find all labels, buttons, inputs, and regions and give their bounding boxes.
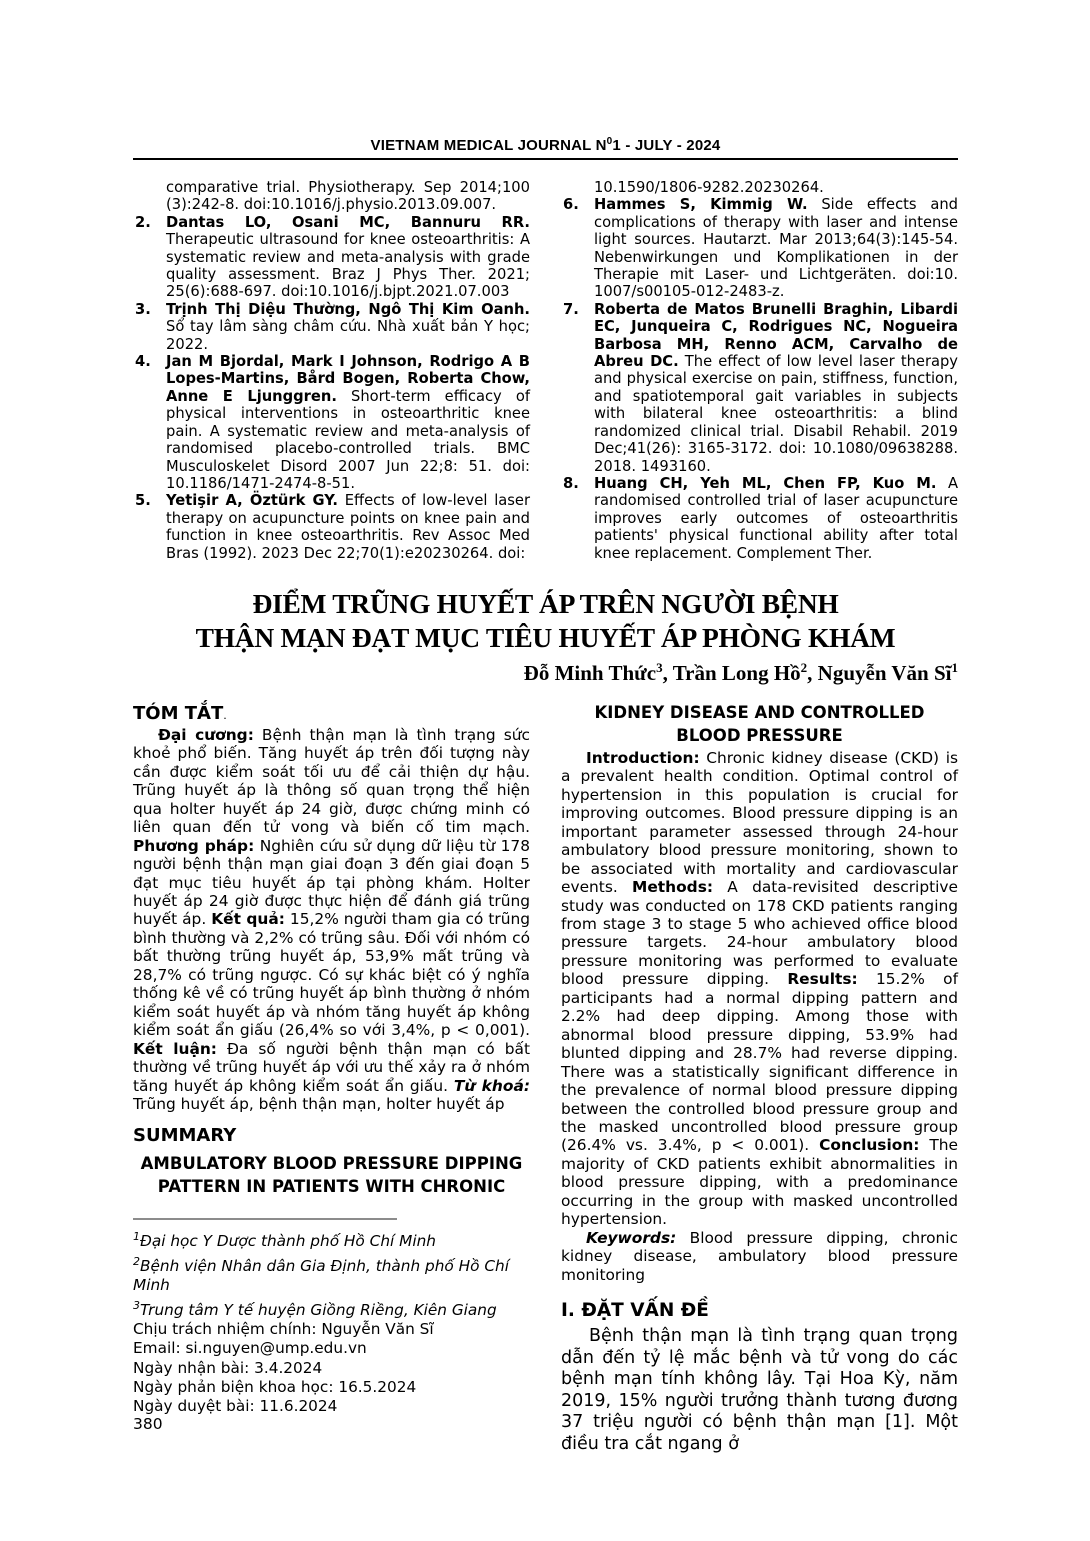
body-left-column (133, 701, 530, 1456)
abstract-vi-label-phuong-phap: Phương pháp: (133, 836, 255, 855)
summary-text: 15.2% of participants had a normal dipping pattern and 2.2% had deep dipping. Among those with abnormal blood pressure dipping, 53.9% had blunted dipping and 28.7% had reverse dipping. There was a statistically significant difference in the prevalence of normal blood pressure dipping between the controlled blood pressure group and the masked uncontrolled blood pressure group (26.4% vs. 3.4%, p < 0.001). (561, 970, 959, 1155)
summary-title-left (133, 1152, 530, 1198)
summary-heading: SUMMARY (133, 1125, 237, 1147)
reference-number: 6. (563, 196, 579, 214)
affiliation-2 (133, 1252, 530, 1296)
article-title (133, 587, 958, 655)
reference-authors: Dantas LO, Osani MC, Bannuru RR. (166, 213, 530, 231)
reference-item-1-continuation (133, 179, 530, 214)
reference-text: The effect of low level laser therapy and physical exercise on pain, stiffness, function, and spatiotemporal gait variables in subjects with bilateral knee osteoarthritis: a blind randomized clinical trial. Disabil Rehabil. 2019 Dec;41(26): 3165-3172. doi: 10.1080/09638288. 2018. 1493160. (594, 353, 958, 475)
references-section (133, 179, 958, 562)
reference-item-4 (133, 353, 530, 492)
summary-title-line-3: KIDNEY DISEASE AND CONTROLLED (594, 702, 925, 722)
article-title-line-1: ĐIỂM TRŨNG HUYẾT ÁP TRÊN NGƯỜI BỆNH (252, 587, 839, 619)
introduction-heading: I. ĐẶT VẤN ĐỀ (561, 1300, 709, 1322)
affiliation-marker: 3 (133, 1298, 140, 1312)
summary-label-results: Results: (787, 970, 858, 989)
reference-item-5-continuation (561, 179, 958, 196)
author-name: Trần Long Hồ (672, 660, 801, 685)
reference-number: 2. (135, 213, 151, 231)
affiliation-3 (133, 1296, 530, 1320)
summary-label-conclusion: Conclusion: (819, 1136, 920, 1155)
article-body (133, 701, 958, 1456)
abstract-vi-text: Bệnh thận mạn là tình trạng sức khoẻ phổ biến. Tăng huyết áp trên đối tượng này cần được kiểm soát tối ưu để cải thiện dự hậu. Trũng huyết áp là thông số quan trọng thể hiện qua holter huyết áp 24 giờ, được chứng minh có liên quan đến tử vong và biến cố tim mạch. (133, 725, 530, 837)
affiliation-1 (133, 1227, 530, 1251)
abstract-vi-label-dai-cuong: Đại cương: (158, 725, 254, 744)
reference-authors: Trịnh Thị Diệu Thường, Ngô Thị Kim Oanh. (166, 300, 530, 318)
journal-issue-text: 1 - JULY - 2024 (612, 137, 721, 154)
journal-title-text: VIETNAM MEDICAL JOURNAL N (370, 137, 607, 154)
journal-running-head (133, 136, 958, 154)
abstract-vi-heading-dot: . (223, 708, 227, 722)
abstract-vi-keywords-text: Trũng huyết áp, bệnh thận mạn, holter huyết áp (133, 1095, 505, 1113)
references-left-column (133, 179, 530, 562)
summary-text: The majority of CKD patients exhibit abnormalities in blood pressure dipping, with a predominance occurring in the group with masked uncontrolled hypertension. (561, 1136, 958, 1229)
reference-authors: Roberta de Matos Brunelli Braghin, Libardi EC, Junqueira C, Rodrigues NC, Nogueira Barbosa MH, Renno ACM, Carvalho de Abreu DC. (594, 300, 958, 371)
reference-number: 7. (563, 300, 579, 318)
abstract-vi-heading-text: TÓM TẮT (133, 702, 224, 724)
reference-item-6 (561, 196, 958, 300)
reference-number: 5. (135, 492, 151, 510)
reference-text: Sổ tay lâm sàng châm cứu. Nhà xuất bản Y học; 2022. (166, 318, 530, 353)
reference-text: Effects of low-level laser therapy on acupuncture points on knee pain and function in knee osteoarthritis. Rev Assoc Med Bras (1992). 2023 Dec 22;70(1):e20230264. doi: (166, 492, 530, 562)
article-title-line-2: THẬN MẠN ĐẠT MỤC TIÊU HUYẾT ÁP PHÒNG KHÁM (195, 621, 896, 653)
abstract-vi-heading (133, 703, 530, 724)
email-line: Email: si.nguyen@ump.edu.vn (133, 1339, 367, 1358)
footnotes (133, 1227, 530, 1416)
abstract-vi-paragraph (133, 726, 530, 1114)
journal-issue-superscript: 0 (606, 136, 613, 147)
abstract-vi-label-tu-khoa: Từ khoá: (453, 1076, 530, 1095)
reviewed-date-line: Ngày phản biện khoa học: 16.5.2024 (133, 1377, 417, 1396)
reference-item-7 (561, 301, 958, 475)
accepted-date-line: Ngày duyệt bài: 11.6.2024 (133, 1397, 338, 1416)
summary-title-line-4: BLOOD PRESSURE (676, 725, 843, 745)
summary-title-right (561, 701, 958, 747)
abstract-vi-text: Nghiên cứu sử dụng dữ liệu từ 178 người bệnh thận mạn giai đoạn 3 đến giai đoạn 5 đạt mục tiêu huyết áp tại phòng khám. Holter huyết áp 24 giờ được thực hiện để đánh giá trũng huyết áp. (133, 836, 530, 929)
summary-text: A data-revisited descriptive study was conducted on 178 CKD patients ranging from stage 3 to stage 5 who achieved office blood pressure targets. 24-hour ambulatory blood pressure monitoring was performed to evaluate blood pressure dipping. (561, 878, 958, 989)
summary-title-line-1: AMBULATORY BLOOD PRESSURE DIPPING (140, 1154, 523, 1174)
reference-item-5 (133, 492, 530, 562)
reference-text: Therapeutic ultrasound for knee osteoarthritis: A systematic review and meta-analysis with grade quality assessment. Braz J Phys Ther. 2021; 25(6):688-697. doi:10.1016/j.bjpt.2021.07.003 (166, 231, 530, 301)
affiliation-text: Bệnh viện Nhân dân Gia Định, thành phố Hồ Chí Minh (133, 1256, 509, 1295)
corresponding-author-line: Chịu trách nhiệm chính: Nguyễn Văn Sĩ (133, 1319, 434, 1338)
reference-authors: Yetişir A, Öztürk GY. (166, 492, 339, 510)
reference-item-8 (561, 475, 958, 562)
summary-keywords-paragraph (561, 1229, 958, 1284)
reference-authors: Jan M Bjordal, Mark I Johnson, Rodrigo A B Lopes-Martins, Bård Bogen, Roberta Chow, Anne E Ljunggren. (166, 353, 530, 405)
reference-authors: Hammes S, Kimmig W. (594, 196, 808, 214)
reference-text: A randomised controlled trial of laser acupuncture improves early outcomes of osteoarthritis patients' physical functional ability after total knee replacement. Complement Ther. (594, 474, 958, 562)
author-separator: , (662, 660, 673, 685)
abstract-vi-label-ket-qua: Kết quả: (211, 910, 285, 929)
page-number: 380 (133, 1415, 163, 1433)
summary-text: Chronic kidney disease (CKD) is a prevalent health condition. Optimal control of hypertension in this population is crucial for improving outcomes. Blood pressure dipping is an important parameter assessed through 24-hour ambulatory blood pressure monitoring, shown to be associated with mortality and cardiovascular events. (561, 748, 958, 897)
summary-label-introduction: Introduction: (586, 748, 700, 767)
references-right-column (561, 179, 958, 562)
summary-en-paragraph (561, 749, 958, 1229)
reference-text: Short-term efficacy of physical interventions in osteoarthritic knee pain. A systematic review and meta-analysis of randomised placebo-controlled trials. BMC Musculoskelet Disord 2007 Jun 22;8: 51. doi: 10.1186/1471-2474-8-51. (166, 387, 530, 492)
keywords-text: Blood pressure dipping, chronic kidney disease, ambulatory blood pressure monitoring (561, 1228, 958, 1284)
affiliation-marker: 2 (133, 1254, 140, 1268)
reference-item-2 (133, 214, 530, 301)
affiliation-text: Đại học Y Dược thành phố Hồ Chí Minh (140, 1232, 436, 1251)
author-affiliation-marker: 3 (656, 659, 663, 675)
received-date-line: Ngày nhận bài: 3.4.2024 (133, 1358, 323, 1377)
abstract-vi-text: Đa số người bệnh thận mạn có bất thường về trũng huyết áp với ưu thế xảy ra ở nhóm tăng huyết áp không kiểm soát ẩn giấu. (133, 1039, 530, 1095)
author-affiliation-marker: 1 (951, 659, 958, 675)
reference-item-3 (133, 301, 530, 353)
body-right-column (561, 701, 958, 1456)
author-name: Đỗ Minh Thức (523, 660, 657, 685)
introduction-paragraph: Bệnh thận mạn là tình trạng quan trọng dẫn đến tỷ lệ mắc bệnh và tử vong do các bệnh mạn tính không lây. Tại Hoa Kỳ, năm 2019, 15% người trưởng thành tương đương 37 triệu người có bệnh thận mạn [1]. Một điều tra cắt ngang ở (561, 1326, 958, 1455)
reference-number: 8. (563, 474, 579, 492)
summary-title-line-2: PATTERN IN PATIENTS WITH CHRONIC (157, 1177, 506, 1197)
summary-label-methods: Methods: (632, 878, 714, 897)
reference-authors: Huang CH, Yeh ML, Chen FP, Kuo M. (594, 474, 937, 492)
author-name: Nguyễn Văn Sĩ (817, 660, 952, 685)
abstract-vi-text: 15,2% người tham gia có trũng bình thường và 2,2% có trũng sâu. Đối với nhóm có bất thường trũng huyết áp, 53,9% mất trũng và 28,7% có trũng ngược. Có sự khác biệt có ý nghĩa thống kê về có trũng huyết áp bình thường ở nhóm kiểm soát huyết áp và nhóm tăng huyết áp không kiểm soát ẩn giấu (26,4% so với 3,4%, p < 0,001). (133, 910, 530, 1040)
reference-text: 10.1590/1806-9282.20230264. (594, 179, 824, 196)
footnote-separator-rule (133, 1218, 397, 1220)
author-affiliation-marker: 2 (800, 659, 808, 675)
abstract-vi-label-ket-luan: Kết luận: (133, 1039, 217, 1058)
keywords-label: Keywords: (586, 1228, 677, 1247)
affiliation-text: Trung tâm Y tế huyện Giồng Riềng, Kiên Giang (140, 1300, 497, 1319)
affiliation-marker: 1 (133, 1230, 140, 1244)
reference-text: comparative trial. Physiotherapy. Sep 2014;100 (3):242-8. doi:10.1016/j.physio.2013.09.007. (166, 179, 530, 214)
reference-text: Side effects and complications of therapy with laser and intense light sources. Hautarzt. Mar 2013;64(3):145-54. Nebenwirkungen und Komplikationen in der Therapie mit Laser- und Lichtgeräten. doi:10. 1007/s00105-012-2483-z. (594, 196, 958, 301)
reference-number: 3. (135, 300, 151, 318)
reference-number: 4. (135, 353, 151, 371)
authors-line (133, 660, 958, 686)
header-rule (133, 158, 958, 160)
author-separator: , (807, 660, 818, 685)
